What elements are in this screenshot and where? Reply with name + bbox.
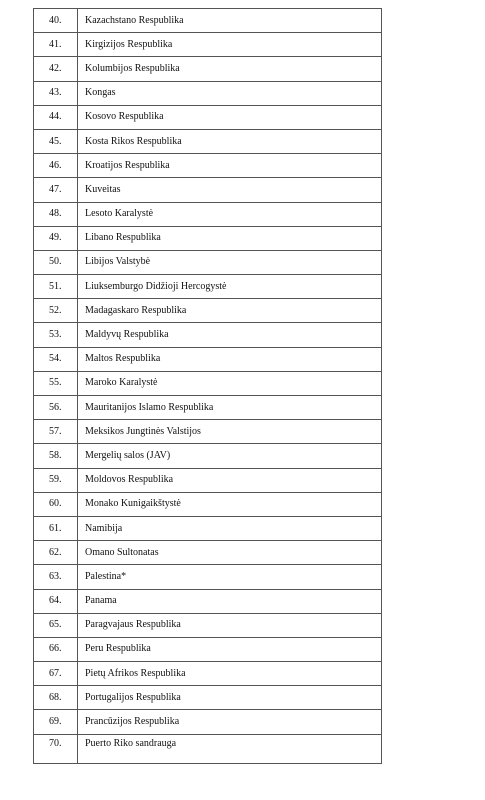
table-row (34, 637, 382, 661)
country-name: Mergelių salos (JAV) (78, 444, 382, 468)
row-number: 44. (34, 105, 78, 129)
row-number: 40. (34, 9, 78, 33)
country-table (33, 8, 382, 764)
table-row (34, 347, 382, 371)
table-row (34, 9, 382, 33)
country-name: Meksikos Jungtinės Valstijos (78, 420, 382, 444)
country-name: Panama (78, 589, 382, 613)
table-row (34, 105, 382, 129)
table-row (34, 202, 382, 226)
table-row (34, 444, 382, 468)
row-number: 61. (34, 516, 78, 540)
row-number: 56. (34, 396, 78, 420)
country-table-body (34, 9, 382, 764)
table-row (34, 710, 382, 734)
row-number: 55. (34, 371, 78, 395)
table-row (34, 662, 382, 686)
table-row (34, 323, 382, 347)
row-number: 43. (34, 81, 78, 105)
row-number: 51. (34, 275, 78, 299)
country-name: Namibija (78, 516, 382, 540)
table-row (34, 734, 382, 763)
row-number: 66. (34, 637, 78, 661)
table-row (34, 613, 382, 637)
country-name: Kosovo Respublika (78, 105, 382, 129)
row-number: 46. (34, 154, 78, 178)
row-number: 69. (34, 710, 78, 734)
row-number: 70. (34, 734, 78, 763)
row-number: 54. (34, 347, 78, 371)
country-name: Prancūzijos Respublika (78, 710, 382, 734)
country-name: Maldyvų Respublika (78, 323, 382, 347)
table-row (34, 420, 382, 444)
country-name: Madagaskaro Respublika (78, 299, 382, 323)
row-number: 60. (34, 492, 78, 516)
table-row (34, 686, 382, 710)
country-name: Kuveitas (78, 178, 382, 202)
country-name: Kosta Rikos Respublika (78, 129, 382, 153)
table-row (34, 299, 382, 323)
row-number: 45. (34, 129, 78, 153)
table-row (34, 371, 382, 395)
row-number: 41. (34, 33, 78, 57)
table-row (34, 589, 382, 613)
country-name: Portugalijos Respublika (78, 686, 382, 710)
country-name: Palestina* (78, 565, 382, 589)
country-name: Puerto Riko sandrauga (78, 734, 382, 763)
row-number: 57. (34, 420, 78, 444)
country-name: Omano Sultonatas (78, 541, 382, 565)
row-number: 52. (34, 299, 78, 323)
country-name: Maltos Respublika (78, 347, 382, 371)
row-number: 64. (34, 589, 78, 613)
row-number: 63. (34, 565, 78, 589)
row-number: 53. (34, 323, 78, 347)
row-number: 50. (34, 250, 78, 274)
country-name: Lesoto Karalystė (78, 202, 382, 226)
row-number: 67. (34, 662, 78, 686)
country-name: Pietų Afrikos Respublika (78, 662, 382, 686)
row-number: 47. (34, 178, 78, 202)
country-name: Kazachstano Respublika (78, 9, 382, 33)
country-name: Kroatijos Respublika (78, 154, 382, 178)
table-row (34, 226, 382, 250)
row-number: 42. (34, 57, 78, 81)
country-name: Peru Respublika (78, 637, 382, 661)
country-name: Kirgizijos Respublika (78, 33, 382, 57)
table-row (34, 516, 382, 540)
country-name: Kolumbijos Respublika (78, 57, 382, 81)
country-name: Liuksemburgo Didžioji Hercogystė (78, 275, 382, 299)
row-number: 58. (34, 444, 78, 468)
country-name: Monako Kunigaikštystė (78, 492, 382, 516)
country-name: Moldovos Respublika (78, 468, 382, 492)
table-row (34, 250, 382, 274)
table-row (34, 154, 382, 178)
table-row (34, 468, 382, 492)
table-row (34, 178, 382, 202)
row-number: 62. (34, 541, 78, 565)
country-name: Libijos Valstybė (78, 250, 382, 274)
table-row (34, 33, 382, 57)
table-row (34, 129, 382, 153)
table-row (34, 565, 382, 589)
table-row (34, 81, 382, 105)
table-row (34, 275, 382, 299)
country-name: Maroko Karalystė (78, 371, 382, 395)
country-name: Kongas (78, 81, 382, 105)
row-number: 48. (34, 202, 78, 226)
row-number: 65. (34, 613, 78, 637)
table-row (34, 492, 382, 516)
country-name: Paragvajaus Respublika (78, 613, 382, 637)
row-number: 59. (34, 468, 78, 492)
country-name: Libano Respublika (78, 226, 382, 250)
row-number: 68. (34, 686, 78, 710)
row-number: 49. (34, 226, 78, 250)
table-row (34, 57, 382, 81)
table-row (34, 396, 382, 420)
table-row (34, 541, 382, 565)
country-name: Mauritanijos Islamo Respublika (78, 396, 382, 420)
